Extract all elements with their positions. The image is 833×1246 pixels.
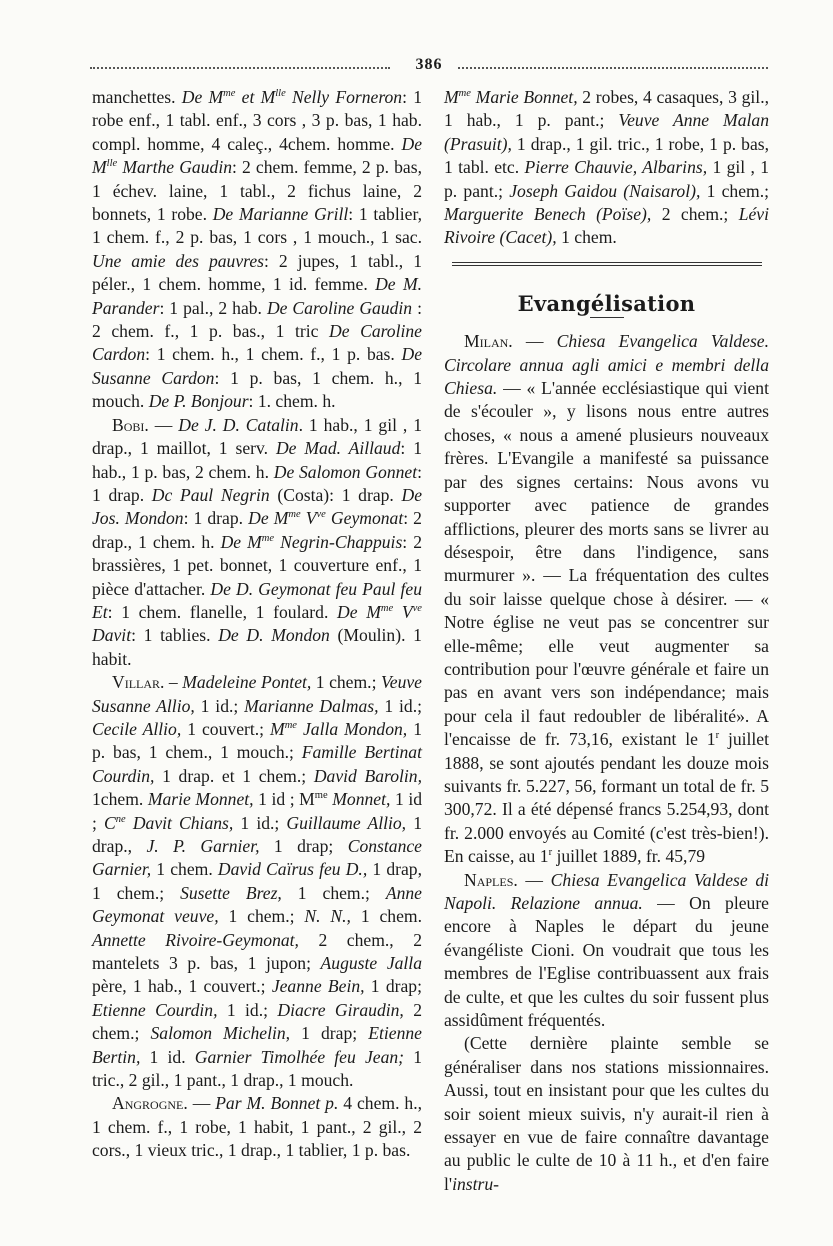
text-run: me xyxy=(458,88,471,100)
donations-list-end xyxy=(444,86,769,250)
text-run: Davit xyxy=(92,625,132,646)
text-run: De Salomon Gonnet xyxy=(273,461,418,482)
text-run: Dc Paul Negrin xyxy=(151,484,270,505)
text-run: 1 chem.; xyxy=(311,672,381,693)
text-run: — xyxy=(517,869,551,890)
text-run: : 1 robe enf., 1 tabl. enf., 3 cors , 3 p. bas, 1 hab. compl. homme, 4 caleç., 4chem. homme. xyxy=(92,87,423,154)
text-run: : 1 chem. flanelle, 1 foulard. xyxy=(107,601,338,622)
text-run: De Susanne Cardon xyxy=(92,344,422,388)
section-divider xyxy=(452,262,762,266)
text-run: 1 id. xyxy=(140,1046,195,1067)
text-run: Auguste Jalla xyxy=(320,953,422,974)
text-run: N. N., xyxy=(304,906,351,927)
text-run: Bobi. xyxy=(112,414,149,435)
title-dash xyxy=(590,317,624,318)
text-run: 1 tric., 2 gil., 1 pant., 1 drap., 1 mouch. xyxy=(92,1046,422,1091)
text-run: 1 drap; xyxy=(364,976,422,997)
text-run: — xyxy=(148,414,179,435)
text-run: Constance Garnier, xyxy=(92,836,422,880)
text-run: Famille Bertinat Courdin, xyxy=(92,742,422,786)
text-run: : 1 p. bas, 1 chem. h., 1 mouch. xyxy=(92,367,422,412)
text-run: 1 drap, 1 chem.; xyxy=(92,859,422,903)
text-run: — « L'année ecclésiastique qui vient de s'écouler », y lisons nous entre autres choses, « nous a amené plusieurs nouveaux frères. L'Evangile a manifesté sa puissance par des signes certains: Nous avons vu supporter avec patience de grandes afflictions, pleurer des morts sans se livrer au désespoir, être dans l'indigence, sans murmurer ». — La fréquentation des cultes du soir laisse quelque chose à désirer. — « Notre église ne veut pas se concentrer sur elle-même; elle veut augmenter sa contribution pour l'œuvre générale et faire un pas en avant vers son indépendance; mais pour cela il faut redoubler de libéralité». A l'encaisse de fr. 73,16, existant le 1 xyxy=(444,378,769,750)
text-run: Anne Geymonat veuve, xyxy=(92,882,422,927)
text-run: 1 p. bas, 1 chem., 1 mouch.; xyxy=(92,718,422,763)
text-run: Lévi Rivoire (Cacet), xyxy=(444,204,769,248)
text-run: Diacre Giraudin, xyxy=(277,999,404,1020)
text-run: Chiesa Evangelica Valdese di Napoli. Relazione annua. xyxy=(444,869,770,913)
text-run: : 1 tablier, 1 chem. f., 2 p. bas, 1 cors , 1 mouch., 1 sac. xyxy=(92,204,422,248)
text-run: ne xyxy=(115,813,126,825)
text-run: De D. Mondon xyxy=(218,625,330,646)
text-run: r xyxy=(548,847,553,859)
text-run: – xyxy=(164,672,183,693)
text-run: De Caroline Gaudin xyxy=(266,297,413,318)
section-title: Evangélisation xyxy=(517,290,696,316)
text-run: 1 chem.; xyxy=(281,882,386,903)
text-run: 1 chem. xyxy=(350,906,422,927)
text-run: Garnier Timolhée feu Jean; xyxy=(194,1046,405,1067)
text-run: Angrogne. xyxy=(112,1093,188,1114)
text-run: 1 id.; xyxy=(217,999,278,1020)
text-run: De Jos. Mondon xyxy=(92,484,422,529)
text-run: Jalla Mondon, xyxy=(297,718,408,739)
text-run: Jeanne Bein, xyxy=(271,976,365,997)
text-run: : 2 brassières, 1 pet. bonnet, 1 couverture enf., 1 pièce d'attacher. xyxy=(92,531,422,599)
text-run: De Caroline Cardon xyxy=(92,321,422,365)
text-run: : 1 pal., 2 hab. xyxy=(159,297,267,318)
text-run: me xyxy=(380,603,394,615)
text-run: (Cette dernière plainte semble se généraliser dans nos stations missionnaires. Aussi, tout en insistant pour que les cultes du soir soient mieux suivis, n'y aurait-il rien à essayer en vue de faire connaître davantage au public le culte de 10 à 11 h., et d'en faire l' xyxy=(444,1033,769,1194)
text-run: David Caïrus feu D., xyxy=(217,859,368,880)
donations-villar xyxy=(92,671,422,1092)
text-run: Marthe Gaudin xyxy=(117,157,233,178)
text-run: De M xyxy=(220,531,262,552)
text-run: 4 chem. h., 1 chem. f., 1 robe, 1 habit, 1 pant., 2 gil., 2 cors., 1 vieux tric., 1 drap., 1 tablier, 1 p. bas. xyxy=(92,1093,422,1161)
text-run: et M xyxy=(235,87,276,107)
text-run: manchettes. xyxy=(92,87,182,107)
text-run: Salomon Michelin, xyxy=(150,1023,291,1044)
text-run: 1 couvert.; xyxy=(181,718,271,739)
text-run: : 1. chem. h. xyxy=(248,391,336,412)
text-run: Susette Brez, xyxy=(180,882,282,903)
text-run: 1 id ; xyxy=(92,789,422,833)
text-run: instru- xyxy=(452,1173,499,1194)
text-run: Geymonat xyxy=(325,508,404,529)
text-run: Villar. xyxy=(112,672,165,693)
text-run: Marie Bonnet, xyxy=(470,87,578,107)
donations-list-continued xyxy=(92,86,422,414)
text-run: ve xyxy=(412,603,422,615)
text-run: 1 drap., xyxy=(92,812,422,856)
text-run: 2 chem., 2 mantelets 3 p. bas, 1 jupon; xyxy=(92,929,422,974)
text-run: juillet 1889, fr. 45,79 xyxy=(552,846,706,867)
text-run: juillet 1888, se sont ajoutés pendant les douze mois suivants fr. 5.227, 56, formant un total de fr. 5 300,72. Il a été dépensé francs 5.254,93, dont fr. 2.000 envoyés au Comité (c'est très-bien!). En caisse, au 1 xyxy=(444,729,770,867)
right-column xyxy=(444,86,769,1196)
text-run: Marguerite Benech (Poïse), xyxy=(444,204,652,225)
text-run: Marie Monnet, xyxy=(147,789,254,810)
text-run: 1 id.; xyxy=(233,812,287,833)
text-run: De Mad. Aillaud xyxy=(275,438,401,459)
text-run: me xyxy=(284,720,297,732)
text-run: De M xyxy=(92,133,422,178)
text-run: 1 chem.; xyxy=(700,180,769,201)
text-run: De M xyxy=(337,601,381,622)
text-run: lle xyxy=(275,88,286,100)
text-run: Veuve Susanne Allio, xyxy=(92,672,422,716)
text-run: : 1 drap. xyxy=(183,508,249,529)
text-run: Etienne Bertin, xyxy=(92,1023,422,1067)
text-run: M xyxy=(270,718,285,739)
text-run: Naples. xyxy=(464,869,518,890)
text-run: : 2 chem. femme, 2 p. bas, 1 échev. laine, 1 tabl., 2 fichus laine, 2 bonnets, 1 robe. xyxy=(92,157,422,225)
text-run: Annette Rivoire-Geymonat, xyxy=(92,929,299,950)
text-run: Marianne Dalmas, xyxy=(244,695,379,716)
text-run: 2 chem.; xyxy=(92,999,422,1044)
page-number: 386 xyxy=(415,56,443,73)
text-run: : 2 jupes, 1 tabl., 1 péler., 1 chem. homme, 1 id. femme. xyxy=(92,250,422,295)
text-run: Davit Chians, xyxy=(125,812,234,833)
editorial-note xyxy=(444,1032,769,1196)
text-run: 1chem. xyxy=(92,789,148,810)
text-run: me xyxy=(261,532,275,544)
text-run: Veuve Anne Malan (Prasuit), xyxy=(444,110,769,154)
text-run: V xyxy=(393,601,413,622)
text-run: : 2 drap., 1 chem. h. xyxy=(92,508,422,552)
text-run: Par M. Bonnet p. xyxy=(215,1093,339,1114)
donations-bobi xyxy=(92,414,422,671)
text-run: 2 chem.; xyxy=(651,204,739,225)
text-run: Cecile Allio, xyxy=(92,718,182,739)
text-run: r xyxy=(715,730,720,742)
text-run: De M xyxy=(248,508,289,529)
text-run: De D. Geymonat feu Paul feu Et xyxy=(92,578,422,622)
text-run: Monnet, xyxy=(332,789,391,810)
text-run: Une amie des pauvres xyxy=(92,250,265,271)
text-run: : 1 hab., 1 p. bas, 2 chem. h. xyxy=(92,438,422,482)
text-run: Milan. xyxy=(464,331,513,352)
text-run: Negrin-Chappuis xyxy=(274,531,403,552)
text-run: 1 drap; xyxy=(259,836,348,856)
text-run: Joseph Gaidou (Naisarol), xyxy=(509,180,701,201)
text-run: De M. Parander xyxy=(92,274,423,318)
text-run: — On pleure encore à Naples le départ du jeune évangéliste Cioni. On voudrait que tous les membres de l'Eglise contribuassent aux frais de culte, et que les cultes du soir fussent plus assidûment fréquentés. xyxy=(444,893,769,1031)
text-run: (Moulin). 1 habit. xyxy=(92,625,422,669)
text-run: J. P. Garnier, xyxy=(146,836,260,856)
text-run: 1 gil , 1 p. pant.; xyxy=(444,157,769,201)
text-run: 1 drap. et 1 chem.; xyxy=(154,765,314,786)
text-run: V xyxy=(300,508,317,529)
text-run: Pierre Chauvie, Albarins, xyxy=(524,157,708,178)
text-run: lle xyxy=(106,158,118,170)
text-run: De Marianne Grill xyxy=(212,204,349,225)
text-run: . 1 hab., 1 gil , 1 drap., 1 maillot, 1 serv. xyxy=(92,414,423,459)
text-run: De P. Bonjour xyxy=(148,391,249,412)
running-header xyxy=(90,56,768,78)
text-run: père, 1 hab., 1 couvert.; xyxy=(92,976,272,997)
text-run: 1 chem. xyxy=(556,227,617,248)
text-run: : 1 chem. h., 1 chem. f., 1 p. bas. xyxy=(145,344,402,365)
donations-angrogne xyxy=(92,1092,422,1162)
text-run: M xyxy=(444,87,459,107)
text-run: 1 id.; xyxy=(194,695,245,716)
text-run: : 1 drap. xyxy=(92,461,422,505)
text-run: : 1 tablies. xyxy=(131,625,219,646)
text-run: me xyxy=(314,790,328,802)
text-run: — xyxy=(187,1093,216,1114)
header-rule-right xyxy=(458,67,768,69)
text-run: ve xyxy=(316,509,326,521)
text-run: 1 drap; xyxy=(290,1023,369,1044)
left-column xyxy=(92,86,422,1163)
text-run: Madeleine Pontet, xyxy=(182,672,312,693)
text-run: 1 id ; M xyxy=(253,789,315,810)
text-run: 2 robes, 4 casaques, 3 gil., 1 hab., 1 p. pant.; xyxy=(444,87,769,131)
text-run: Etienne Courdin, xyxy=(92,999,218,1020)
text-run: me xyxy=(223,88,236,100)
text-run: Chiesa Evangelica Valdese. Circolare annua agli amici e membri della Chiesa. xyxy=(444,331,770,399)
text-run: : 2 chem. f., 1 p. bas., 1 tric xyxy=(92,297,422,342)
text-run: 1 drap., 1 gil. tric., 1 robe, 1 p. bas, 1 tabl. etc. xyxy=(444,133,769,178)
text-run: Nelly Forneron xyxy=(285,87,403,107)
text-run: 1 chem. xyxy=(151,859,218,880)
text-run: Guillaume Allio, xyxy=(286,812,407,833)
milan-report xyxy=(444,330,769,868)
text-run: 1 chem.; xyxy=(218,906,305,927)
naples-report xyxy=(444,869,769,1033)
text-run: 1 id.; xyxy=(378,695,423,716)
text-run: C xyxy=(104,812,116,833)
text-run: — xyxy=(512,331,557,352)
text-run: me xyxy=(288,509,301,521)
text-run: David Barolin, xyxy=(313,765,422,786)
text-run: De J. D. Catalin xyxy=(178,414,299,435)
text-run: De M xyxy=(181,87,224,107)
text-run: (Costa): 1 drap. xyxy=(269,484,402,505)
